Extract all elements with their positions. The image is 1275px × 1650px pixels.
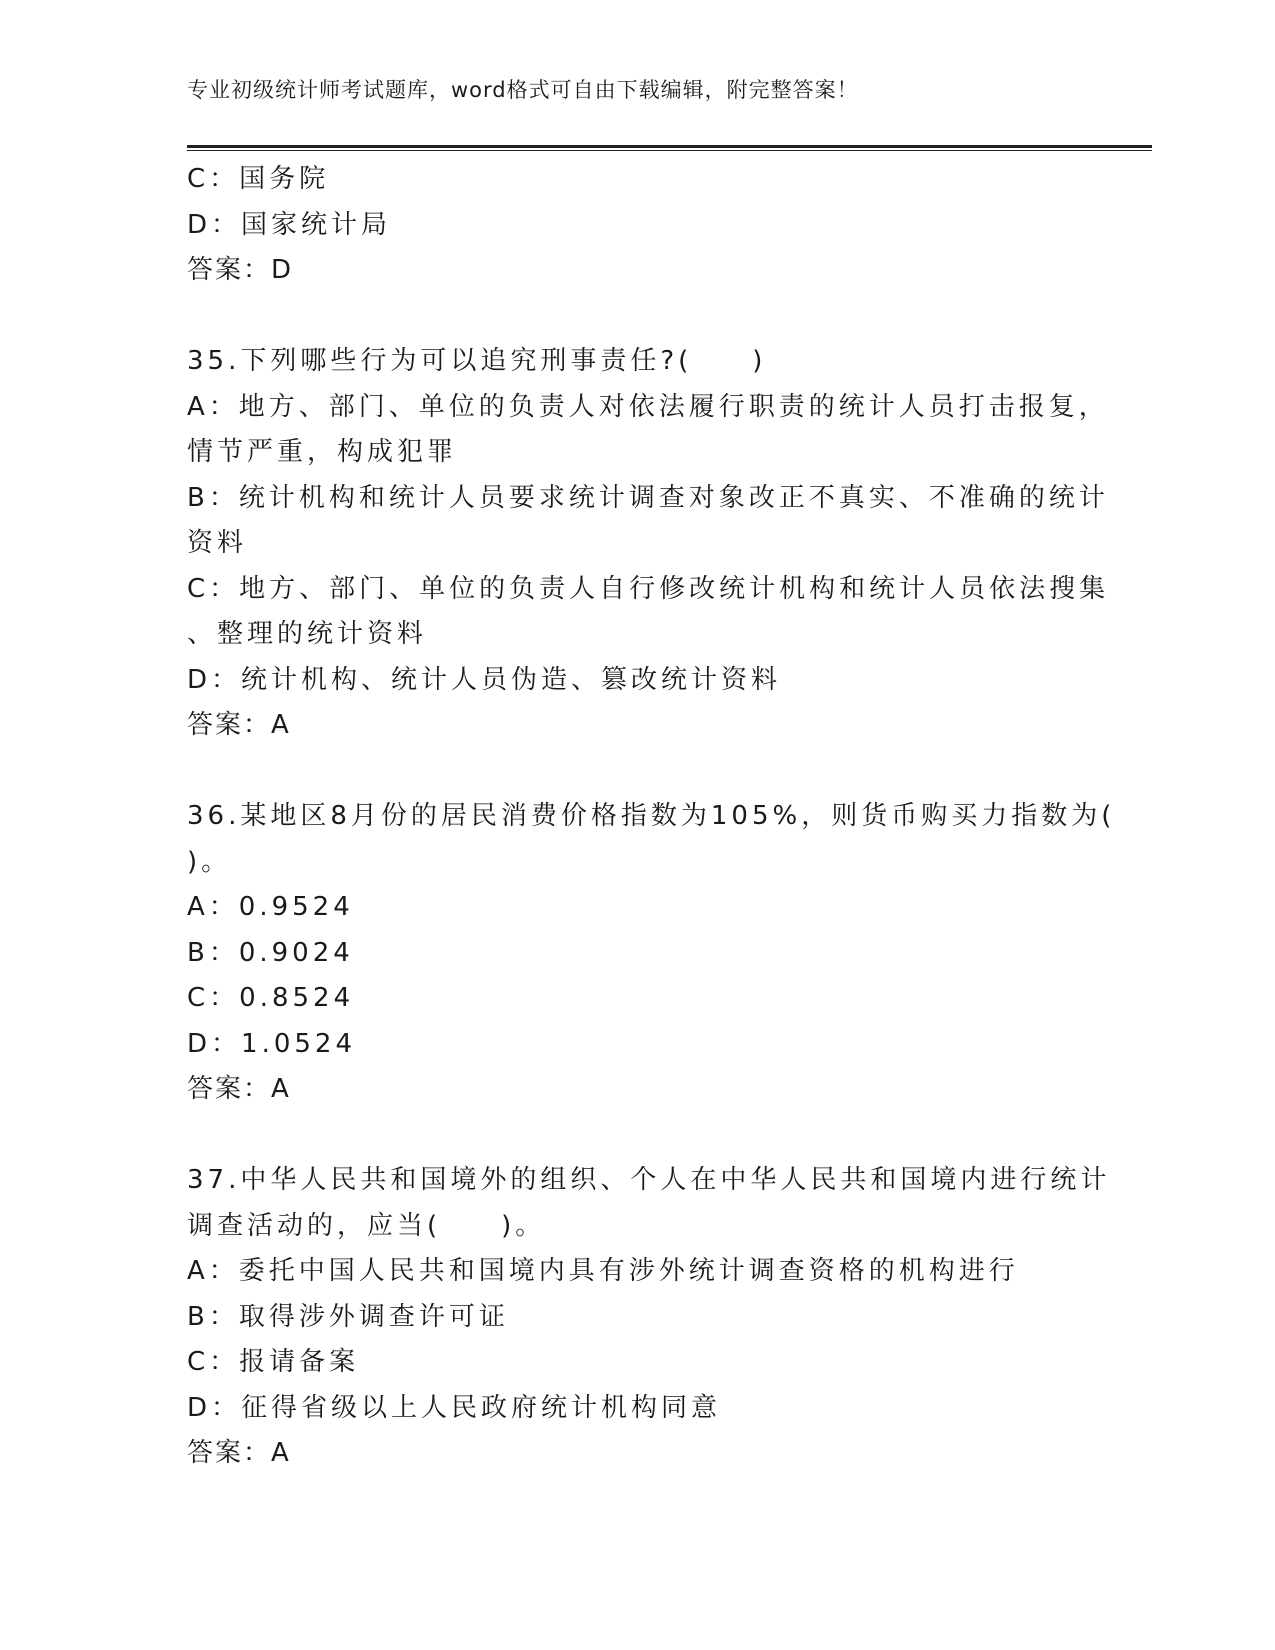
- option-line: D：统计机构、统计人员伪造、篡改统计资料: [187, 664, 782, 695]
- page-header: 专业初级统计师考试题库，word格式可自由下载编辑，附完整答案！: [187, 78, 859, 102]
- answer-line: 答案：A: [187, 710, 291, 740]
- option-line: D：国家统计局: [187, 209, 392, 240]
- option-line: B：0.9024: [187, 937, 354, 968]
- option-line: B：统计机构和统计人员要求统计调查对象改正不真实、不准确的统计: [187, 482, 1109, 513]
- answer-line: 答案：A: [187, 1438, 291, 1468]
- question-stem: 36.某地区8月份的居民消费价格指数为105%，则货币购买力指数为(: [187, 801, 1116, 831]
- question-stem: )。: [187, 846, 232, 877]
- spacer: [187, 294, 1087, 340]
- question-stem: 35.下列哪些行为可以追究刑事责任?( ): [187, 346, 767, 376]
- option-line: C：国务院: [187, 164, 330, 194]
- option-line: C：报请备案: [187, 1347, 360, 1377]
- option-line: D：征得省级以上人民政府统计机构同意: [187, 1392, 722, 1423]
- answer-line: 答案：D: [187, 255, 294, 285]
- spacer: [187, 1113, 1087, 1159]
- option-line: 、整理的统计资料: [187, 619, 428, 649]
- option-line: A：0.9524: [187, 892, 354, 922]
- option-line: D：1.0524: [187, 1028, 356, 1059]
- header-divider: [187, 145, 1152, 151]
- option-line: 资料: [187, 528, 248, 558]
- option-line: A：地方、部门、单位的负责人对依法履行职责的统计人员打击报复，: [187, 391, 1109, 422]
- option-line: C：0.8524: [187, 983, 355, 1013]
- option-line: C：地方、部门、单位的负责人自行修改统计机构和统计人员依法搜集: [187, 573, 1110, 604]
- option-line: B：取得涉外调查许可证: [187, 1301, 509, 1332]
- question-content: [187, 157, 1116, 1477]
- question-stem: 调查活动的，应当( )。: [187, 1210, 546, 1241]
- option-line: A：委托中国人民共和国境内具有涉外统计调查资格的机构进行: [187, 1256, 1019, 1286]
- answer-line: 答案：A: [187, 1074, 291, 1104]
- spacer: [187, 749, 1087, 795]
- question-stem: 37.中华人民共和国境外的组织、个人在中华人民共和国境内进行统计: [187, 1165, 1111, 1195]
- option-line: 情节严重，构成犯罪: [187, 437, 458, 467]
